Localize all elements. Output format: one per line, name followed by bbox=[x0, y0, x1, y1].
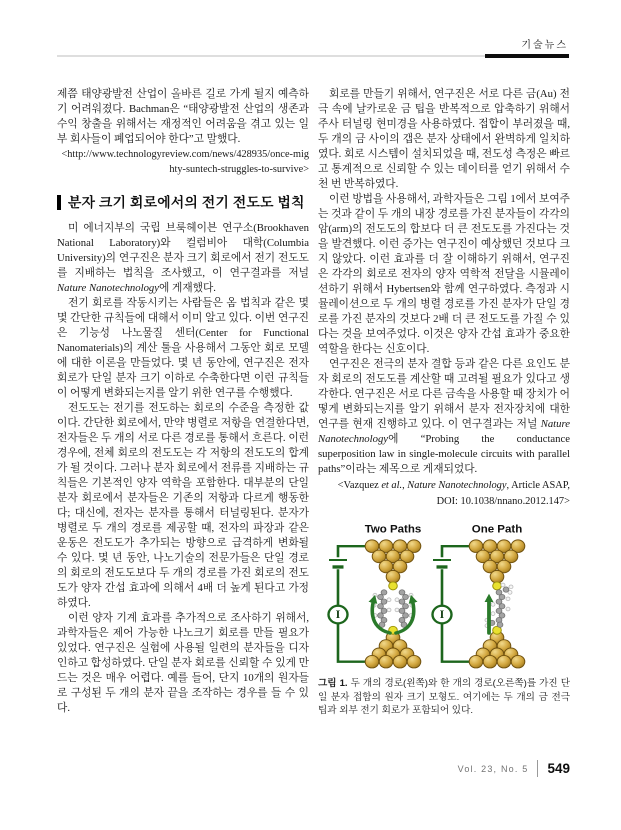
paragraph: 전기 회로를 작동시키는 사람들은 옴 법칙과 같은 몇몇 간단한 규칙들에 대해서 이미 알고 있다. 이번 연구진은 기능성 나노물질 센터(Center for Functional Nanomaterials)의 계산 툴을 사용해서 그동안 회로 모델에 대한 이론을 만들었다. 몇 년 동안에, 연구진은 전자 회로가 단일 분자 크기 이하로 수축한다면 이런 규칙들이 어떻게 변화되는지를 알기 위한 연구를 수행했다. bbox=[57, 297, 309, 399]
figure-caption-label: 그림 1. bbox=[318, 678, 348, 689]
ammeter-label: I bbox=[335, 609, 341, 622]
section-title bbox=[57, 195, 309, 210]
ammeter-label: I bbox=[439, 609, 445, 622]
journal-name: Nature Nanotechnology bbox=[57, 282, 160, 294]
intro-paragraph: 제쯤 태양광발전 산업이 올바른 길로 가게 될지 예측하기 어려워졌다. Bachman은 “태양광발전 산업의 생존과 수익 창출을 위해서는 재정적인 어려움을 겪고 있는 일부 회사들이 폐업되어야 한다”고 말했다. bbox=[57, 88, 309, 145]
figure-1 bbox=[318, 524, 570, 718]
citation-text: <Vazquez bbox=[337, 480, 382, 491]
citation-etal: et al. bbox=[381, 480, 403, 491]
paragraph bbox=[57, 221, 309, 296]
journal-name: Nature Nanotechnology bbox=[318, 418, 570, 445]
paragraph: 전도도는 전기를 전도하는 회로의 수준을 측정한 값이다. 간단한 회로에서, 만약 병렬로 저항을 연결한다면, 전자들은 두 개의 서로 다른 경로를 통해서 흐른다. 이런 경우에, 전체 회로의 전도도는 각 저항의 전도도의 합계가 될 것이다. 그러나 분자 회로에서 전류를 지배하는 규칙들은 기본적인 양자 역학을 포함한다. 대부분의 단일 분자 회로에서 분자들은 기존의 저항과 다르게 행동한다; 대신에, 전자는 분자를 통해서 터널링된다. 분자가 병렬로 두 개의 경로를 제공할 때, 전자의 파장과 같은 운동은 전도도가 추가되는 방향으로 급격하게 변화될 수 있다. 몇 년 동안, 나노기술의 전문가들은 단일 경로의 회로의 전도도보다 두 개의 경로를 가진 회로의 전도도가 양자 간섭 효과에 의해서 4배 더 높게 된다고 가정하였다. bbox=[57, 402, 309, 609]
citation-line-1 bbox=[318, 478, 570, 494]
two-paths-junction bbox=[329, 540, 421, 668]
paragraph-text: 에 “Probing the conductance superposition law in single-molecule circuits with parallel paths”이라는 제목으로 게재되었다. bbox=[318, 433, 570, 475]
paragraph bbox=[318, 357, 570, 477]
footer-divider bbox=[537, 760, 538, 777]
figure-title-one-path: One Path bbox=[471, 524, 523, 536]
title-bar-icon bbox=[57, 195, 61, 210]
citation bbox=[318, 478, 570, 509]
journal-name: Nature Nanotechnology bbox=[407, 480, 507, 491]
citation-line-2: DOI: 10.1038/nnano.2012.147> bbox=[436, 495, 570, 507]
paragraph-text: 연구진은 전극의 분자 결합 등과 같은 다른 요인도 분자 회로의 전도도를 계산할 때 고려될 필요가 있다고 생각한다. 연구진은 서로 다른 금속을 사용할 때 장치가 어떻게 변화되는지를 알기 위해서 분자 전자장치에 대한 연구를 현재 진행하고 있다. 이 연구결과는 저널 bbox=[318, 358, 570, 430]
right-column bbox=[318, 87, 570, 718]
paragraph-text: 미 에너지부의 국립 브룩헤이븐 연구소(Brookhaven National Laboratory)와 컬럼비아 대학(Columbia University)의 연구진은 분자 크기 회로에서 전기 전도도를 지배하는 법칙을 조사했고, 이 연구결과를 저널 bbox=[57, 222, 309, 279]
source-url-line-2: hty-suntech-struggles-to-survive> bbox=[169, 164, 309, 175]
source-url-line-1: <http://www.technologyreview.com/news/428935/once-mig bbox=[61, 149, 309, 160]
figure-caption-text: 두 개의 경로(왼쪽)와 한 개의 경로(오른쪽)를 가진 단일 분자 접합의 원자 크기 모형도. 여기에는 두 개의 금 전극 팁과 외부 전기 회로가 포함되어 있다. bbox=[318, 678, 571, 716]
page-number: 549 bbox=[547, 761, 570, 776]
figure-caption bbox=[318, 677, 570, 718]
figure-title-two-paths: Two Paths bbox=[364, 524, 422, 536]
header-section-label: 기술뉴스 bbox=[521, 40, 568, 51]
citation-text: , Article ASAP, bbox=[506, 480, 570, 491]
page-footer bbox=[458, 760, 570, 777]
paragraph: 회로를 만들기 위해서, 연구진은 서로 다른 금(Au) 전극 속에 날카로운 금 팁을 반복적으로 압축하기 위해서 주사 터널링 현미경을 사용하였다. 접합이 부러졌을 때, 두 개의 금 사이의 갭은 분자 상태에서 완벽하게 일치하였다. 회로 시스템이 설치되었을 때, 전도성 측정은 빠르고 통계적으로 신뢰할 수 있는 데이터를 얻기 위해서 수천 번 반복하였다. bbox=[318, 88, 570, 190]
two-path-molecule bbox=[372, 590, 414, 628]
paragraph: 이런 방법을 사용해서, 과학자들은 그림 1에서 보여주는 것과 같이 두 개의 내장 경로를 가진 분자들이 각각의 암(arm)의 전도도의 합보다 더 큰 전도도를 가진다는 것을 발견했다. 이런 증가는 연구진이 예상했던 것보다 크지 않았다. 이런 효과를 더 잘 이해하기 위해서, 연구진은 각각의 회로로 전자의 양자 역학적 전달을 시뮬레이션하기 위해서 Hybertsen와 함께 연구하였다. 측정과 시뮬레이션으로 두 개의 병렬 경로를 가진 분자가 단일 경로를 가진 분자의 것보다 2배 더 큰 전도도를 가질 수 있다는 것을 보여주었다. 이것은 양자 간섭 효과가 중요한 역할을 한다는 신호이다. bbox=[318, 193, 570, 355]
citation-text: , bbox=[402, 480, 408, 491]
paragraph-text: 에 게재했다. bbox=[159, 282, 216, 294]
section-title-text: 분자 크기 회로에서의 전기 전도도 법칙 bbox=[68, 195, 305, 210]
left-column bbox=[57, 87, 309, 718]
source-url bbox=[57, 147, 309, 177]
molecular-junction-diagram bbox=[318, 524, 570, 670]
one-path-junction bbox=[433, 540, 525, 668]
volume-label: Vol. 23, No. 5 bbox=[457, 763, 529, 774]
header-accent-bar bbox=[485, 54, 569, 58]
paragraph: 이런 양자 기계 효과를 추가적으로 조사하기 위해서, 과학자들은 제어 가능한 나노크기 회로를 만들 필요가 있었다. 연구진은 실험에 사용될 일련의 분자들을 디자인하고 합성하였다. 단일 분자 회로를 신뢰할 수 있게 만드는 것은 매우 어렵다. 예를 들어, 단지 10개의 원자들로 구성된 두 개의 분자 끝을 조작하는 경우를 들 수 있다. bbox=[57, 612, 309, 714]
header-rule bbox=[57, 55, 569, 57]
two-column-body bbox=[57, 87, 570, 718]
